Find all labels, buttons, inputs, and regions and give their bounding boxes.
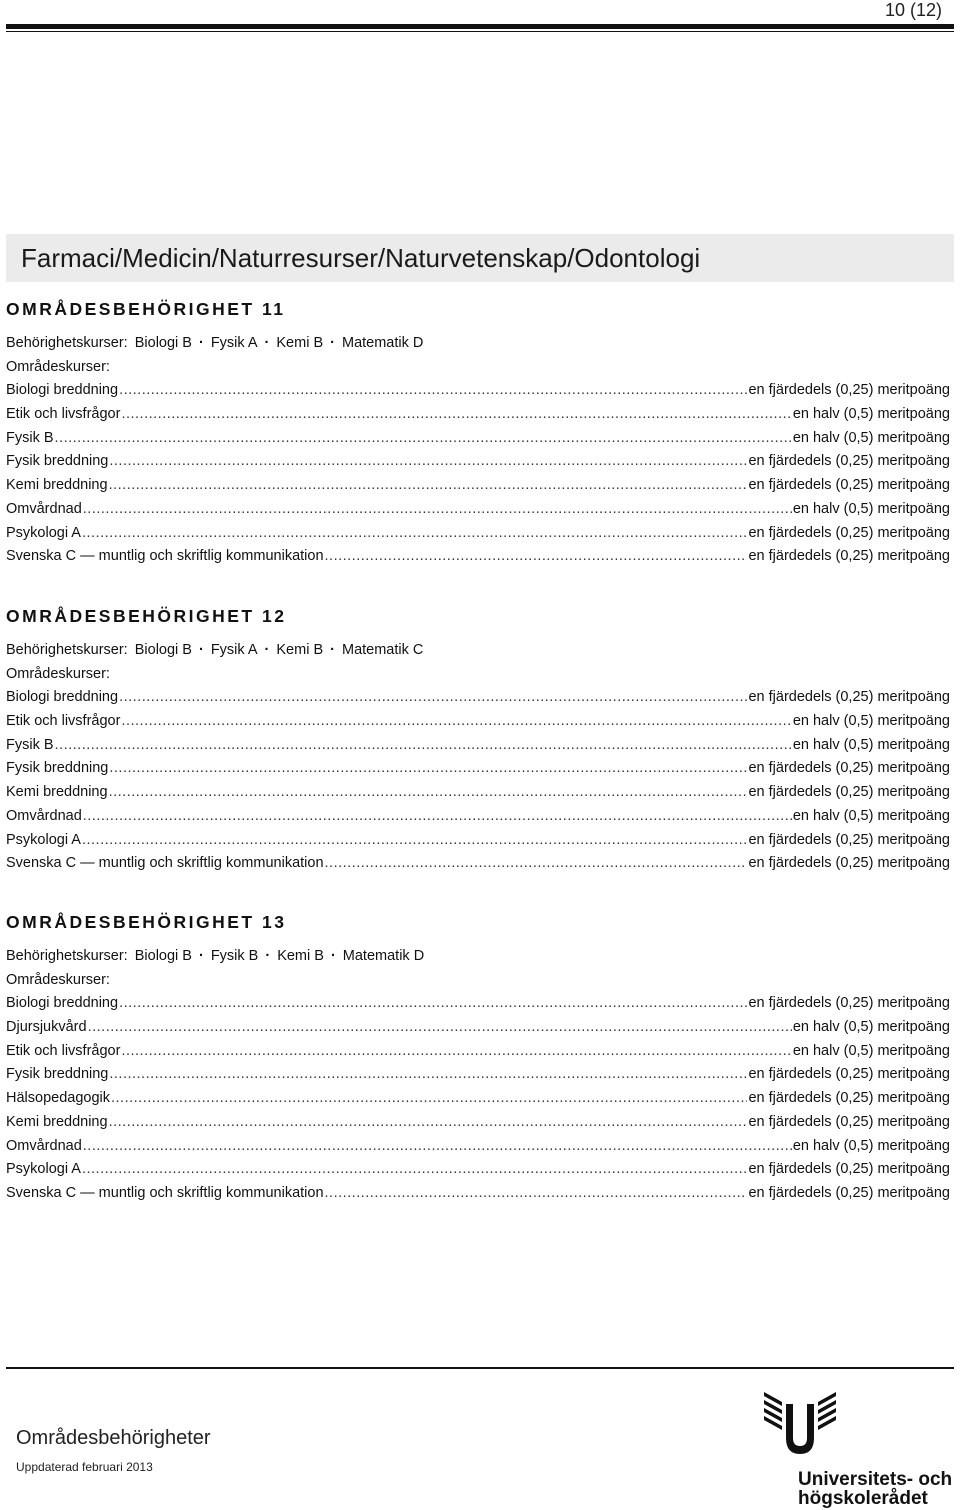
uhr-logo-text — [798, 1470, 952, 1508]
dot-leader — [119, 379, 747, 403]
course-row — [6, 757, 950, 781]
course-row — [6, 450, 950, 474]
prereq-course: Matematik D — [342, 948, 425, 964]
dot-leader — [55, 734, 792, 758]
bullet-separator: · — [330, 642, 335, 658]
course-row — [6, 1111, 950, 1135]
course-row — [6, 1135, 950, 1159]
course-name: Etik och livsfrågor — [6, 1042, 121, 1059]
course-value: en fjärdedels (0,25) meritpoäng — [748, 831, 950, 848]
dot-leader — [82, 522, 748, 546]
course-name: Etik och livsfrågor — [6, 406, 121, 423]
course-row — [6, 1040, 950, 1064]
course-row — [6, 498, 950, 522]
course-value: en fjärdedels (0,25) meritpoäng — [748, 1066, 950, 1083]
course-value: en fjärdedels (0,25) meritpoäng — [748, 784, 950, 801]
course-name: Omvårdnad — [6, 807, 82, 824]
top-rule — [6, 24, 954, 32]
course-value: en halv (0,5) meritpoäng — [792, 1042, 950, 1059]
course-name: Hälsopedagogik — [6, 1090, 110, 1107]
bullet-separator: · — [330, 335, 335, 351]
dot-leader — [109, 1063, 747, 1087]
prereq-line — [6, 945, 950, 969]
course-row — [6, 1182, 950, 1206]
course-value: en halv (0,5) meritpoäng — [792, 807, 950, 824]
course-row — [6, 379, 950, 403]
course-value: en halv (0,5) meritpoäng — [792, 1019, 950, 1036]
dot-leader — [119, 992, 747, 1016]
course-value: en fjärdedels (0,25) meritpoäng — [748, 524, 950, 541]
course-value: en fjärdedels (0,25) meritpoäng — [748, 760, 950, 777]
prereq-course: Kemi B — [277, 948, 324, 964]
course-row — [6, 710, 950, 734]
dot-leader — [121, 403, 791, 427]
bullet-separator: · — [198, 335, 204, 351]
dot-leader — [111, 1087, 747, 1111]
dot-leader — [325, 1182, 748, 1206]
course-value: en fjärdedels (0,25) meritpoäng — [748, 1184, 950, 1201]
course-row — [6, 1016, 950, 1040]
bullet-separator: · — [265, 948, 271, 964]
course-value: en halv (0,5) meritpoäng — [792, 406, 950, 423]
logo-text-line: högskolerådet — [798, 1488, 928, 1509]
page-title: Farmaci/Medicin/Naturresurser/Naturvetenskap/Odontologi — [6, 234, 954, 282]
course-name: Djursjukvård — [6, 1019, 87, 1036]
prereq-course: Biologi B — [134, 948, 192, 964]
dot-leader — [119, 686, 747, 710]
prereq-course: Fysik A — [210, 335, 258, 351]
course-row — [6, 1087, 950, 1111]
logo-text-line: Universitets- och — [798, 1469, 953, 1490]
prereq-label: Behörighetskurser: — [6, 335, 128, 351]
course-row — [6, 545, 950, 569]
dot-leader — [83, 498, 792, 522]
prereq-course: Matematik C — [341, 642, 424, 658]
course-row — [6, 1063, 950, 1087]
bullet-separator: · — [264, 335, 270, 351]
course-row — [6, 686, 950, 710]
dot-leader — [109, 1111, 748, 1135]
course-name: Kemi breddning — [6, 477, 108, 494]
course-name: Fysik breddning — [6, 1066, 109, 1083]
course-value: en fjärdedels (0,25) meritpoäng — [748, 1090, 950, 1107]
section-heading: OMRÅDESBEHÖRIGHET 11 — [6, 299, 286, 319]
prereq-course: Biologi B — [134, 335, 192, 351]
dot-leader — [83, 1135, 792, 1159]
dot-leader — [109, 474, 748, 498]
course-value: en halv (0,5) meritpoäng — [792, 429, 950, 446]
dot-leader — [109, 450, 747, 474]
dot-leader — [325, 545, 748, 569]
footer-rule — [6, 1367, 954, 1369]
area-courses-label: Områdeskurser: — [6, 971, 110, 988]
course-row — [6, 522, 950, 546]
course-name: Biologi breddning — [6, 382, 119, 399]
course-value: en fjärdedels (0,25) meritpoäng — [748, 382, 950, 399]
course-name: Biologi breddning — [6, 689, 119, 706]
course-value: en halv (0,5) meritpoäng — [792, 736, 950, 753]
course-value: en fjärdedels (0,25) meritpoäng — [748, 1161, 950, 1178]
dot-leader — [325, 852, 748, 876]
course-row — [6, 805, 950, 829]
course-name: Omvårdnad — [6, 500, 82, 517]
uhr-logo-icon — [760, 1390, 840, 1460]
section-heading: OMRÅDESBEHÖRIGHET 13 — [6, 912, 287, 932]
course-value: en fjärdedels (0,25) meritpoäng — [748, 477, 950, 494]
prereq-label: Behörighetskurser: — [6, 642, 128, 658]
dot-leader — [55, 427, 792, 451]
course-value: en fjärdedels (0,25) meritpoäng — [748, 1113, 950, 1130]
dot-leader — [109, 757, 747, 781]
course-name: Psykologi A — [6, 831, 81, 848]
dot-leader — [83, 805, 792, 829]
prereq-course: Fysik A — [210, 642, 258, 658]
page-number: 10 (12) — [884, 0, 942, 20]
course-row — [6, 403, 950, 427]
course-row — [6, 852, 950, 876]
section-omradesbehorighet-11 — [6, 296, 950, 569]
course-value: en fjärdedels (0,25) meritpoäng — [748, 995, 950, 1012]
course-name: Kemi breddning — [6, 1113, 108, 1130]
course-name: Svenska C — muntlig och skriftlig kommunikation — [6, 1184, 324, 1201]
prereq-course: Fysik B — [210, 948, 259, 964]
bullet-separator: · — [198, 642, 204, 658]
footer-title: Områdesbehörigheter — [16, 1427, 211, 1449]
course-value: en halv (0,5) meritpoäng — [792, 500, 950, 517]
prereq-line — [6, 639, 950, 663]
dot-leader — [109, 781, 748, 805]
course-name: Fysik B — [6, 736, 54, 753]
course-row — [6, 427, 950, 451]
course-row — [6, 829, 950, 853]
course-value: en halv (0,5) meritpoäng — [792, 713, 950, 730]
prereq-course: Matematik D — [341, 335, 424, 351]
course-row — [6, 781, 950, 805]
area-courses-label: Områdeskurser: — [6, 358, 110, 375]
footer-updated-date: Uppdaterad februari 2013 — [16, 1460, 153, 1474]
course-name: Fysik breddning — [6, 453, 109, 470]
course-value: en fjärdedels (0,25) meritpoäng — [748, 689, 950, 706]
course-name: Etik och livsfrågor — [6, 713, 121, 730]
dot-leader — [121, 710, 791, 734]
course-name: Fysik breddning — [6, 760, 109, 777]
section-omradesbehorighet-12 — [6, 603, 950, 876]
course-name: Psykologi A — [6, 1161, 81, 1178]
prereq-line — [6, 332, 950, 356]
course-name: Svenska C — muntlig och skriftlig kommunikation — [6, 855, 324, 872]
bullet-separator: · — [198, 948, 204, 964]
course-value: en fjärdedels (0,25) meritpoäng — [748, 548, 950, 565]
prereq-course: Kemi B — [276, 335, 324, 351]
prereq-label: Behörighetskurser: — [6, 948, 128, 964]
course-name: Omvårdnad — [6, 1137, 82, 1154]
course-value: en fjärdedels (0,25) meritpoäng — [748, 453, 950, 470]
dot-leader — [121, 1040, 791, 1064]
prereq-course: Kemi B — [276, 642, 324, 658]
course-row — [6, 474, 950, 498]
bullet-separator: · — [330, 948, 336, 964]
course-row — [6, 992, 950, 1016]
bullet-separator: · — [264, 642, 270, 658]
course-name: Biologi breddning — [6, 995, 119, 1012]
course-name: Fysik B — [6, 429, 54, 446]
dot-leader — [82, 829, 748, 853]
course-value: en halv (0,5) meritpoäng — [792, 1137, 950, 1154]
course-name: Svenska C — muntlig och skriftlig kommunikation — [6, 548, 324, 565]
course-row — [6, 1158, 950, 1182]
area-courses-label: Områdeskurser: — [6, 665, 110, 682]
prereq-course: Biologi B — [134, 642, 192, 658]
course-name: Psykologi A — [6, 524, 81, 541]
section-omradesbehorighet-13 — [6, 909, 950, 1206]
dot-leader — [82, 1158, 748, 1182]
course-row — [6, 734, 950, 758]
section-heading: OMRÅDESBEHÖRIGHET 12 — [6, 606, 287, 626]
dot-leader — [88, 1016, 792, 1040]
course-value: en fjärdedels (0,25) meritpoäng — [748, 855, 950, 872]
course-name: Kemi breddning — [6, 784, 108, 801]
